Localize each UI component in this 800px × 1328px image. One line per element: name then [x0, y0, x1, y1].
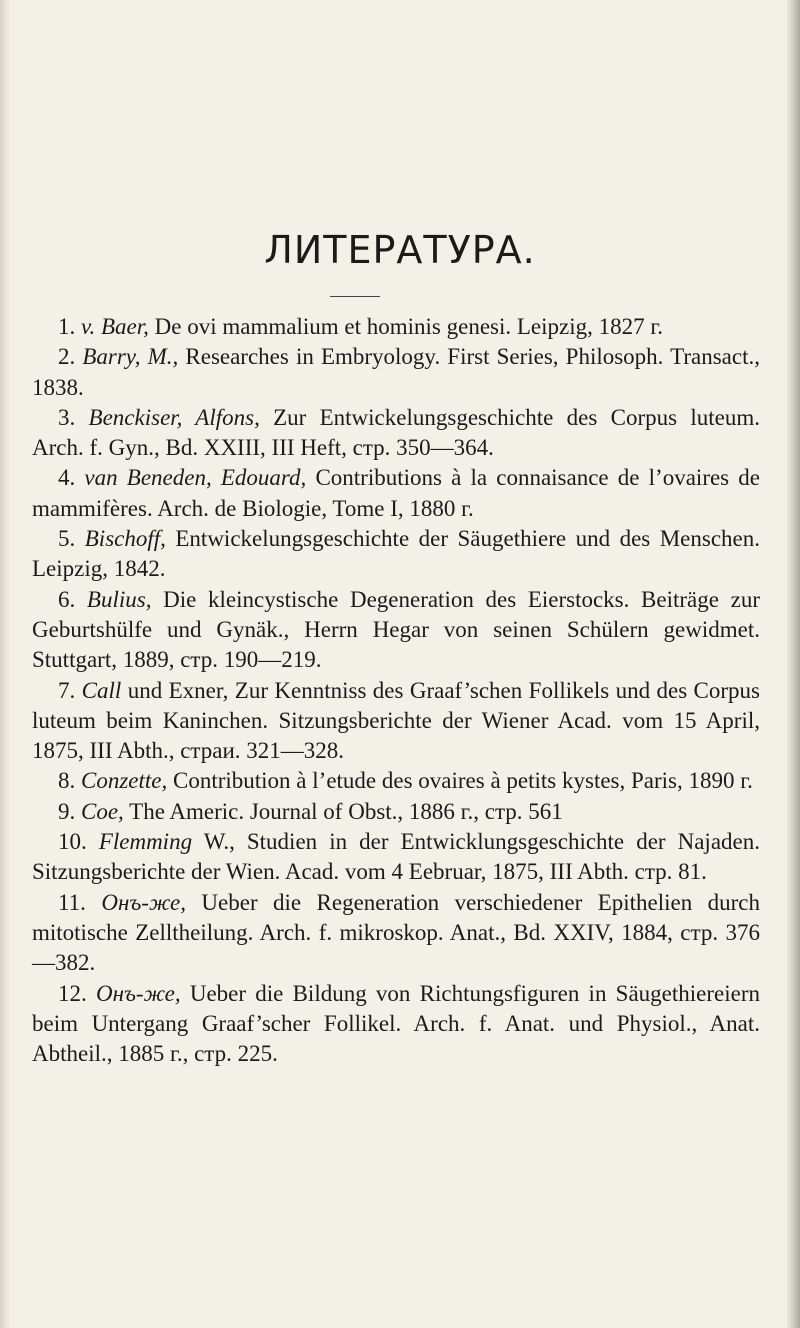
reference-number: 12.: [58, 980, 87, 1006]
reference-author: Bischoff,: [84, 526, 166, 552]
reference-item: [32, 979, 760, 1070]
reference-text: Zur Entwickelungsgeschichte des Corpus luteum. Arch. f. Gyn., Bd. XXIII, III Heft, стр. 350—364.: [32, 404, 760, 461]
page-title: ЛИТЕРАТУРА.: [264, 228, 536, 272]
reference-text: The Americ. Journal of Obst., 1886 г., стр. 561: [123, 798, 563, 824]
reference-number: 10.: [58, 829, 87, 855]
reference-author: Barry, M.,: [82, 344, 179, 370]
reference-text: Contributions à la connaisance de l’ovaires de mammifères. Arch. de Biologie, Tome I, 1880 г.: [32, 465, 761, 521]
reference-number: 4.: [58, 465, 76, 491]
reference-number: 6.: [58, 586, 76, 612]
reference-text: W., Studien in der Entwicklungsgeschichte der Najaden. Sitzungsberichte der Wien. Acad. vom 4 Eebruar, 1875, III Abth. стр. 81.: [32, 829, 760, 885]
reference-text: Contribution à l’etude des ovaires à petits kystes, Paris, 1890 г.: [167, 768, 753, 794]
reference-text: und Exner, Zur Kenntniss des Graaf’schen Follikels und des Corpus luteum beim Kaninchen. Sitzungsberichte der Wiener Acad. vom 15 April, 1875, III Abth., страи. 321—328.: [32, 677, 761, 764]
page-spine-shadow: [786, 0, 800, 1328]
reference-number: 2.: [58, 344, 76, 370]
reference-number: 3.: [58, 404, 76, 430]
reference-number: 8.: [58, 768, 76, 794]
reference-item: [32, 342, 760, 403]
reference-text: Ueber die Bildung von Richtungsfiguren in Säugethiereiern beim Untergang Graaf’scher Follikel. Arch. f. Anat. und Physiol., Anat. Abtheil., 1885 г., стр. 225.: [32, 980, 760, 1067]
reference-number: 11.: [58, 889, 86, 915]
reference-item: [32, 676, 760, 767]
reference-item: [32, 463, 760, 524]
reference-item: [32, 524, 760, 585]
reference-number: 1.: [58, 314, 76, 339]
reference-author: van Beneden, Edouard,: [84, 465, 307, 491]
reference-item: [32, 766, 760, 796]
reference-text: Entwickelungsgeschichte der Säugethiere und des Menschen. Leipzig, 1842.: [32, 526, 760, 582]
reference-author: v. Baer,: [81, 314, 149, 339]
page-left-edge: [0, 0, 10, 1328]
reference-item: [32, 827, 760, 888]
reference-author: Conzette,: [81, 768, 168, 794]
reference-list: [32, 312, 760, 1069]
reference-number: 9.: [58, 798, 76, 824]
reference-author: Coe,: [81, 798, 124, 824]
reference-author: Онъ-же,: [101, 889, 186, 915]
reference-item: [32, 888, 760, 979]
reference-text: Die kleincystische Degeneration des Eierstocks. Beiträge zur Geburtshülfe und Gynäk., Herrn Hegar von seinen Schülern gewidmet. Stuttgart, 1889, стр. 190—219.: [32, 586, 760, 673]
reference-item: [32, 585, 760, 676]
reference-item: [32, 312, 760, 342]
reference-number: 7.: [58, 677, 76, 703]
reference-author: Flemming: [98, 829, 193, 855]
reference-author: Call: [81, 677, 122, 703]
reference-text: De ovi mammalium et hominis genesi. Leipzig, 1827 г.: [148, 314, 663, 339]
reference-text: Researches in Embryology. First Series, Philosoph. Transact., 1838.: [32, 344, 760, 400]
reference-author: Benckiser, Alfons,: [88, 404, 260, 430]
reference-author: Онъ-же,: [95, 980, 181, 1006]
reference-author: Bulius,: [86, 586, 152, 612]
title-divider: [330, 296, 380, 297]
reference-text: Ueber die Regeneration verschiedener Epithelien durch mitotische Zelltheilung. Arch. f. mikroskop. Anat., Bd. XXIV, 1884, стр. 376—382.: [32, 889, 760, 976]
reference-item: [32, 797, 760, 827]
reference-item: [32, 403, 760, 464]
reference-number: 5.: [58, 526, 76, 552]
